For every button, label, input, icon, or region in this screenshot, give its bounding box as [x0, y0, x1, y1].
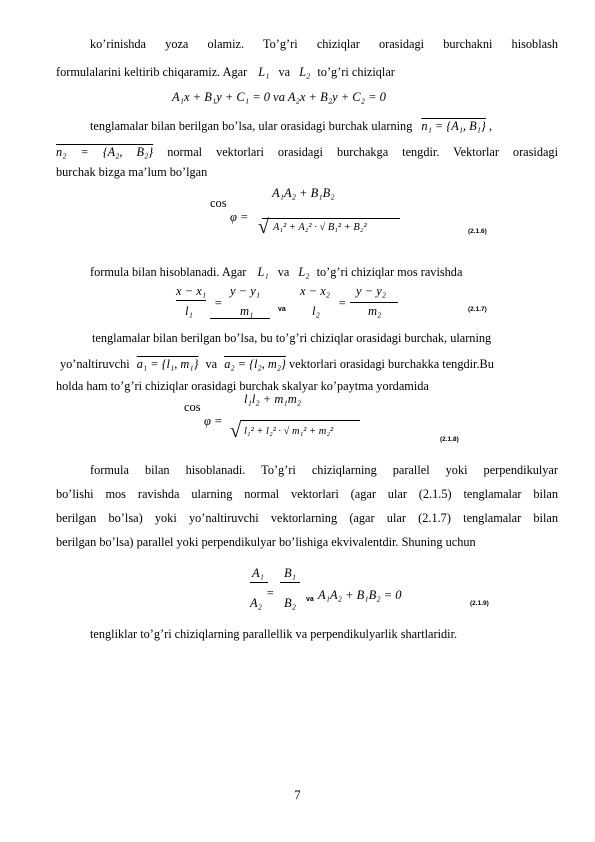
fraction-bar: [250, 582, 268, 583]
equation-lines: [172, 90, 386, 105]
text: va: [277, 265, 290, 279]
cos-label: cos: [184, 400, 201, 414]
text: tengliklar to’g’ri chiziqlarning parallellik va perpendikulyarlik shartlaridir.: [90, 627, 458, 641]
equation-text: A₁A₂ + B₁B₂ = 0: [318, 588, 402, 602]
symbol-L1: L₁: [258, 65, 270, 79]
fraction-bar: [176, 300, 206, 301]
paragraph-line: [56, 626, 558, 643]
text: formulalarini keltirib chiqaramiz. Agar: [56, 65, 248, 79]
text: berilgan bo’lsa) yoki yo’naltiruvchi vektorlarning (agar ular (2.1.7) tenglamalar bilan: [56, 511, 558, 525]
text: va: [278, 65, 291, 79]
text: yo’naltiruvchi: [60, 357, 130, 371]
fraction-num: A₁: [252, 566, 264, 580]
fraction-bar: [350, 302, 398, 303]
vector-n2: n₂ = {A₂, B₂}: [56, 145, 154, 159]
text: tenglamalar bilan berilgan bo’lsa, ular orasidagi burchak ularning: [90, 119, 413, 133]
paragraph-line: [56, 486, 558, 503]
va-label: va: [278, 306, 286, 313]
paragraph-line: [56, 164, 558, 181]
numerator: A₁A₂ + B₁B₂: [272, 186, 335, 200]
text: formula bilan hisoblanadi. To’g’ri chiziqlarning parallel yoki perpendikulyar: [90, 463, 558, 477]
text: ko’rinishda yoza olamiz. To’g’ri chiziqlar orasidagi burchakni hisoblash: [90, 37, 558, 51]
fraction-num: y − y₂: [356, 284, 387, 298]
paragraph-line: [56, 144, 558, 161]
equation-number: (2.1.8): [440, 436, 459, 443]
paragraph-line: [56, 264, 558, 281]
fraction-num: x − x₁: [176, 284, 207, 298]
cos-label: cos: [210, 196, 227, 210]
text: vektorlari orasidagi burchakka tengdir.Bu: [289, 357, 494, 371]
paragraph-line: tenglamalar bilan berilgan bo’lsa, ular orasidagi burchak ularning n₁ = {A₁, B₁} ,: [90, 119, 493, 133]
text: holda ham to’g’ri chiziqlar orasidagi burchak skalyar ko’paytma yordamida: [56, 379, 429, 393]
text: burchak bizga ma’lum bo’lgan: [56, 165, 208, 179]
text: va: [205, 357, 218, 371]
sqrt-icon: √: [258, 216, 269, 238]
fraction-bar: [280, 582, 300, 583]
equation-number: (2.1.9): [470, 600, 489, 607]
page-number: 7: [294, 788, 301, 802]
paragraph-line: [56, 356, 562, 373]
fraction-bar: [240, 420, 360, 421]
paragraph-line: [56, 462, 558, 479]
vector-a1: a₁ = {l₁, m₁}: [136, 357, 199, 371]
phi-equals: φ =: [204, 414, 223, 428]
fraction-num: y − y₁: [230, 284, 261, 298]
symbol-L2: L₂: [298, 265, 310, 279]
paragraph-line: [56, 36, 558, 53]
equation-text: A₁x + B₁y + C₁ = 0 va A₂x + B₂y + C₂ = 0: [172, 90, 386, 104]
numerator: l₁l₂ + m₁m₂: [244, 392, 302, 406]
denominator: l₁² + l₂² · √ m₁² + m₂²: [244, 426, 334, 437]
sqrt-icon: √: [230, 420, 241, 442]
denominator: A₁² + A₂² · √ B₁² + B₂²: [273, 222, 367, 233]
text: normal vektorlari orasidagi burchakga tengdir. Vektorlar orasidagi: [167, 145, 558, 159]
paragraph-line: [56, 534, 558, 551]
text: bo’lishi mos ravishda ularning normal vektorlari (agar ular (2.1.5) tenglamalar bilan: [56, 487, 558, 501]
equation-number: (2.1.6): [468, 228, 487, 235]
phi-equals: φ =: [230, 210, 249, 224]
text: berilgan bo’lsa) parallel yoki perpendikulyar bo’lishiga ekvivalentdir. Shuning uchun: [56, 535, 476, 549]
equation-number: (2.1.7): [468, 306, 487, 313]
text: to’g’ri chiziqlar: [317, 65, 395, 79]
paragraph-line: [56, 64, 558, 81]
fraction-num: x − x₂: [300, 284, 331, 298]
fraction-bar: [262, 218, 400, 219]
symbol-L2: L₂: [299, 65, 311, 79]
text: tenglamalar bilan berilgan bo’lsa, bu to’g’ri chiziqlar orasidagi burchak, ularning: [92, 331, 492, 345]
paragraph-line: [56, 330, 558, 347]
paragraph-line: [56, 510, 558, 527]
symbol-L1: L₁: [257, 265, 269, 279]
text: to’g’ri chiziqlar mos ravishda: [316, 265, 463, 279]
vector-n1: n₁ = {A₁, B₁}: [421, 119, 486, 133]
fraction-num: B₁: [284, 566, 296, 580]
text: formula bilan hisoblanadi. Agar: [90, 265, 247, 279]
vector-a2: a₂ = {l₂, m₂}: [224, 357, 286, 371]
va-label: va: [306, 596, 314, 603]
paragraph-line: [56, 378, 558, 395]
document-page: ko’rinishda yoza olamiz. To’g’ri chiziqlar orasidagi burchakni hisoblash formulalarini keltirib chiqaramiz. Agar L₁ va L₂ to’g’ri chiziqlar A₁x + B₁y + C₁ = 0 va A₂x + B₂y + C₂ = 0 tenglamalar bilan berilgan bo’lsa, ular orasidagi burchak ularning n₁ = {A₁, B₁} , n₂ = {A₂, B₂} normal vektorlari orasidagi burchakga tengdir. Vektorlar orasidagi burchak bizga ma’lum bo’lgan cos φ = A₁A₂ + B₁B₂ √ A₁² + A₂² · √ B₁² + B₂² (2.1.6) formula bilan hisoblanadi. Agar L₁ va L₂ to’g’ri chiziqlar mos ravishda x − x₁ l₁ = y − y₁ m₁ va x − x₂ l₂ = y − y₂ m₂ (2.1.7) tenglamalar bilan berilgan bo’lsa, bu to’g’ri chiziqlar orasidagi burchak, ularning yo’naltiruvchi a₁ = {l₁, m₁} va a₂ = {l₂, m₂} vektorlari orasidagi burchakka tengdir.Bu holda ham to’g’ri chiziqlar orasidagi burchak skalyar ko’paytma yordamida cos φ = l₁l₂ + m₁m₂ √ l₁² + l₂² · √ m₁² + m₂² (2.1.8) formula bilan hisoblanadi. To’g’ri chiziqlarning parallel yoki perpendikulyar bo’lishi mos ravishda ularning normal vektorlari (agar ular (2.1.5) tenglamalar bilan berilgan bo’lsa) yoki yo’naltiruvchi vektorlarning (agar ular (2.1.7) tenglamalar bilan berilgan bo’lsa) parallel yoki perpendikulyar bo’lishiga ekvivalentdir. Shuning uchun A₁ B₁ = A₂ B₂ va A₁A₂ + B₁B₂ = 0 (2.1.9) tengliklar to’g’ri chiziqlarning parallellik va perpendikulyarlik shartlaridir. 7: [0, 0, 595, 842]
